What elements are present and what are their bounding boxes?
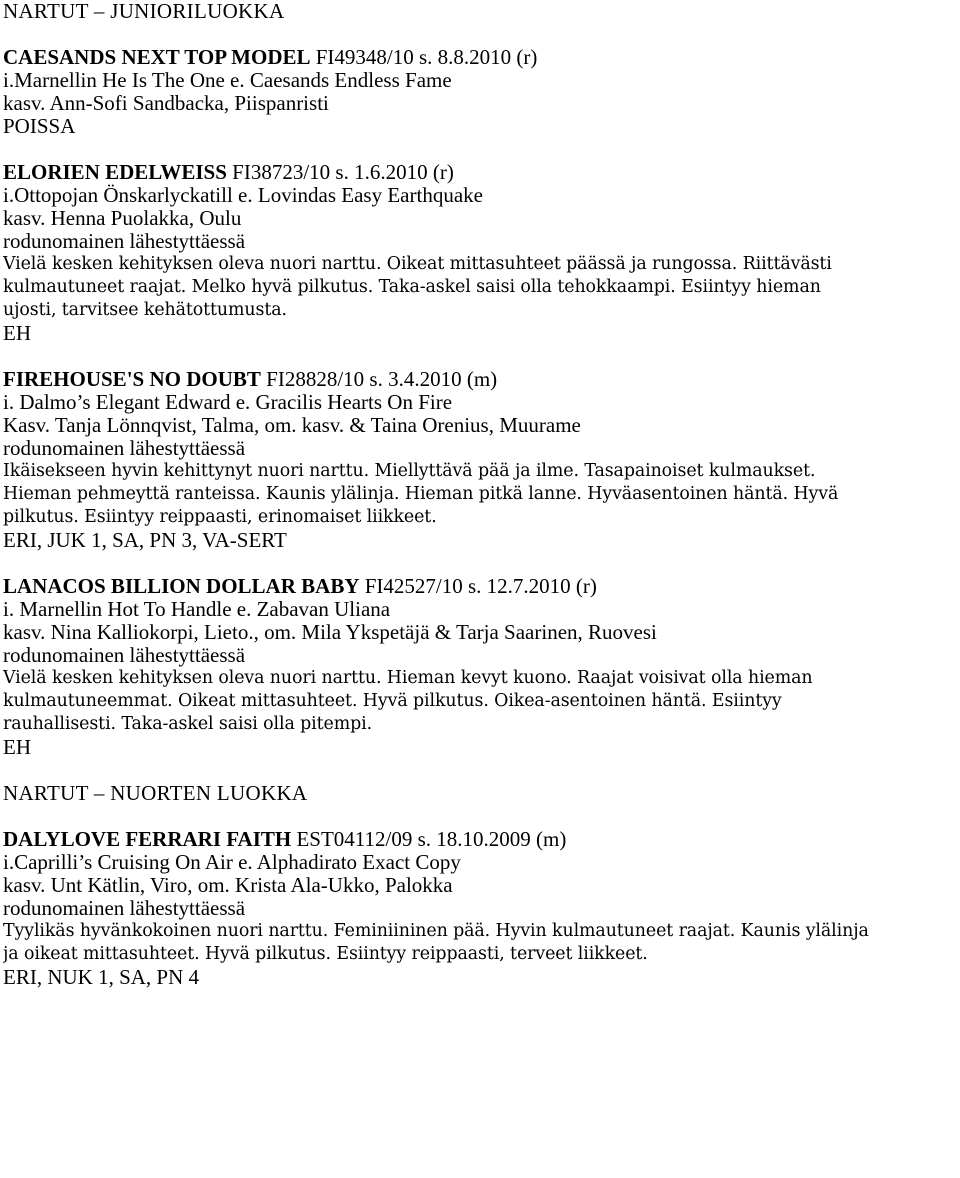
dog-name: FIREHOUSE'S NO DOUBT [3,368,261,391]
registration-info: FI49348/10 s. 8.8.2010 (r) [315,46,538,69]
critique-line: pilkutus. Esiintyy reippaasti, erinomaiset liikkeet. [3,507,437,527]
breeder: kasv. Nina Kalliokorpi, Lieto., om. Mila Ykspetäjä & Tarja Saarinen, Ruovesi [3,621,657,644]
entry-title-line [3,828,958,851]
parents: i.Marnellin He Is The One e. Caesands Endless Fame [3,69,452,92]
critique-line: Ikäisekseen hyvin kehittynyt nuori narttu. Miellyttävä pää ja ilme. Tasapainoiset kulmaukset. [3,461,816,481]
breeder: kasv. Unt Kätlin, Viro, om. Krista Ala-Ukko, Palokka [3,874,453,897]
temperament-note: rodunomainen lähestyttäessä [3,230,246,253]
critique-line: Vielä kesken kehityksen oleva nuori narttu. Hieman kevyt kuono. Raajat voisivat olla hieman [3,668,813,688]
entry-title-line [3,46,958,69]
spacer [3,138,958,161]
spacer [3,552,958,575]
dog-name: DALYLOVE FERRARI FAITH [3,828,292,851]
registration-info: FI42527/10 s. 12.7.2010 (r) [364,575,597,598]
parents: i. Marnellin Hot To Handle e. Zabavan Uliana [3,598,391,621]
parents: i.Ottopojan Önskarlyckatill e. Lovindas Easy Earthquake [3,184,483,207]
entry-title-line [3,575,958,598]
entry-title-line [3,368,958,391]
critique-line: Hieman pehmeyttä ranteissa. Kaunis ylälinja. Hieman pitkä lanne. Hyväasentoinen häntä. Hyvä [3,484,839,504]
critique-line: rauhallisesti. Taka-askel saisi olla pitempi. [3,714,373,734]
critique-line: ja oikeat mittasuhteet. Hyvä pilkutus. Esiintyy reippaasti, terveet liikkeet. [3,944,648,964]
section-heading: NARTUT – JUNIORILUOKKA [3,0,285,23]
registration-info: EST04112/09 s. 18.10.2009 (m) [296,828,567,851]
critique-line: kulmautuneemmat. Oikeat mittasuhteet. Hyvä pilkutus. Oikea-asentoinen häntä. Esiintyy [3,691,782,711]
critique-line: ujosti, tarvitsee kehätottumusta. [3,300,287,320]
section-heading: NARTUT – NUORTEN LUOKKA [3,782,308,805]
breeder: Kasv. Tanja Lönnqvist, Talma, om. kasv. & Taina Orenius, Muurame [3,414,581,437]
spacer [3,805,958,828]
parents: i. Dalmo’s Elegant Edward e. Gracilis Hearts On Fire [3,391,453,414]
critique-line: Vielä kesken kehityksen oleva nuori narttu. Oikeat mittasuhteet päässä ja rungossa. Riittävästi [3,254,832,274]
result: ERI, JUK 1, SA, PN 3, VA-SERT [3,529,287,552]
dog-name: CAESANDS NEXT TOP MODEL [3,46,311,69]
critique-line: kulmautuneet raajat. Melko hyvä pilkutus. Taka-askel saisi olla tehokkaampi. Esiintyy hieman [3,277,821,297]
breeder: kasv. Ann-Sofi Sandbacka, Piispanristi [3,92,329,115]
entry-title-line [3,161,958,184]
result: EH [3,322,31,345]
spacer [3,345,958,368]
spacer [3,759,958,782]
document-body [3,0,958,989]
result: POISSA [3,115,76,138]
breeder: kasv. Henna Puolakka, Oulu [3,207,242,230]
parents: i.Caprilli’s Cruising On Air e. Alphadirato Exact Copy [3,851,461,874]
registration-info: FI38723/10 s. 1.6.2010 (r) [232,161,454,184]
spacer [3,23,958,46]
temperament-note: rodunomainen lähestyttäessä [3,644,246,667]
dog-name: LANACOS BILLION DOLLAR BABY [3,575,360,598]
dog-name: ELORIEN EDELWEISS [3,161,227,184]
temperament-note: rodunomainen lähestyttäessä [3,437,246,460]
critique-line: Tyylikäs hyvänkokoinen nuori narttu. Feminiininen pää. Hyvin kulmautuneet raajat. Kaunis ylälinja [3,921,869,941]
temperament-note: rodunomainen lähestyttäessä [3,897,246,920]
result: ERI, NUK 1, SA, PN 4 [3,966,200,989]
registration-info: FI28828/10 s. 3.4.2010 (m) [266,368,498,391]
result: EH [3,736,31,759]
